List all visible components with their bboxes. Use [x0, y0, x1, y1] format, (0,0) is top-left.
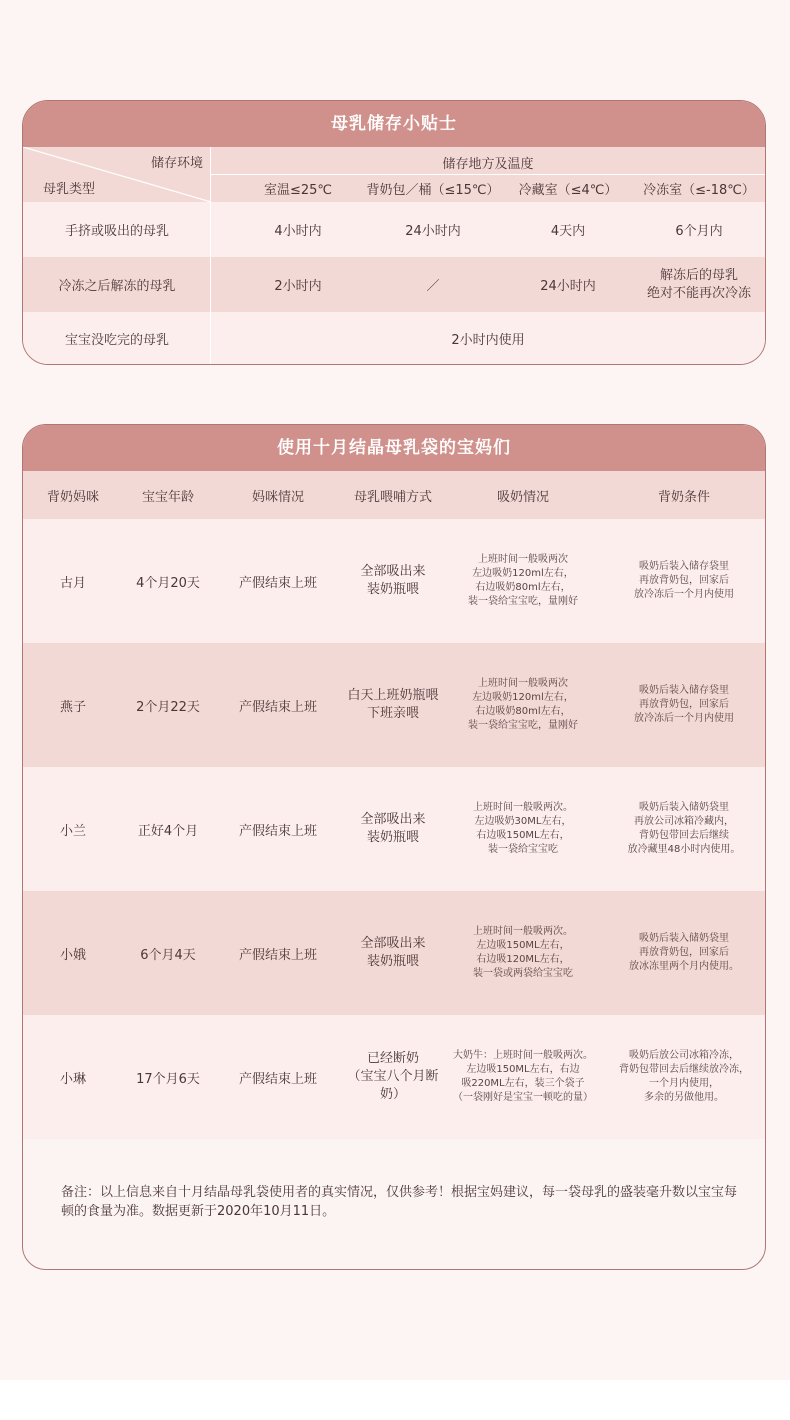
users-title: 使用十月结晶母乳袋的宝妈们: [23, 425, 765, 471]
cell-baby-age: 4个月20天: [136, 575, 200, 591]
cell-leftover-merged: 2小时内使用: [451, 332, 525, 348]
row-type-leftover: 宝宝没吃完的母乳: [64, 332, 169, 348]
cell-feeding: 已经断奶 （宝宝八个月断奶）: [347, 1051, 439, 1102]
cell-baby-age: 6个月4天: [140, 947, 196, 963]
col-feeding: 母乳喂哺方式: [353, 489, 432, 505]
cell-thawed-freezer: 解冻后的母乳 绝对不能再次冷冻: [646, 267, 751, 301]
cell-condition: 吸奶后装入储奶袋里 再放背奶包，回家后 放冰冻里两个月内使用。: [629, 933, 739, 972]
cell-thawed-bag: ／: [426, 279, 440, 294]
row-type-expressed: 手挤或吸出的母乳: [64, 224, 169, 239]
cell-mom-name: 小兰: [59, 823, 86, 839]
table-row: [23, 1015, 765, 1139]
env-label: 储存环境: [150, 155, 203, 171]
cell-mom-name: 小琳: [59, 1071, 86, 1087]
cell-mom-status: 产假结束上班: [238, 1071, 317, 1087]
cell-pumping: 大奶牛：上班时间一般吸两次。 左边吸150ML左右，右边 吸220ML左右，装三个袋子 （一袋刚好是宝宝一顿吃的量）: [453, 1050, 593, 1103]
cell-baby-age: 正好4个月: [137, 823, 199, 839]
table-row: [23, 891, 765, 1015]
cell-feeding: 全部吸出来 装奶瓶喂: [360, 936, 426, 969]
cell-condition: 吸奶后装入储奶袋里 再放公司冰箱冷藏内， 背奶包带回去后继续 放冷藏里48小时内使用。: [627, 802, 741, 855]
cell-pumping: 上班时间一般吸两次。 左边吸奶30ML左右， 右边吸150ML左右， 装一袋给宝宝吃: [473, 802, 573, 855]
cell-feeding: 白天上班奶瓶喂 下班亲喂: [347, 688, 439, 721]
cell-mom-status: 产假结束上班: [238, 947, 317, 963]
location-label: 储存地方及温度: [442, 156, 534, 172]
cell-feeding: 全部吸出来 装奶瓶喂: [360, 564, 426, 597]
col-mom: 背奶妈咪: [46, 489, 99, 505]
col-baby-age: 宝宝年龄: [141, 489, 194, 505]
type-label: 母乳类型: [43, 181, 96, 197]
cell-feeding: 全部吸出来 装奶瓶喂: [360, 812, 426, 845]
col-cooler-bag: 背奶包／桶（≤15℃）: [366, 182, 500, 198]
row-type-thawed: 冷冻之后解冻的母乳: [58, 279, 176, 294]
users-table-header: [23, 471, 765, 519]
col-mom-status: 妈咪情况: [251, 489, 304, 505]
cell-condition: 吸奶后装入储存袋里 再放背奶包，回家后 放冷冻后一个月内使用: [634, 561, 734, 600]
cell-mom-name: 燕子: [59, 699, 86, 715]
cell-expressed-fridge: 4天内: [550, 224, 586, 239]
col-condition: 背奶条件: [657, 489, 710, 505]
col-pumping: 吸奶情况: [496, 489, 549, 505]
cell-pumping: 上班时间一般吸两次。 左边吸150ML左右， 右边吸120ML左右， 装一袋或两袋给宝宝吃: [473, 926, 573, 979]
cell-condition: 吸奶后放公司冰箱冷冻， 背奶包带回去后继续放冷冻， 一个月内使用， 多余的另做他用。: [619, 1050, 749, 1103]
cell-thawed-fridge: 24小时内: [540, 279, 596, 294]
storage-tips-card: [22, 100, 766, 365]
storage-tips-title: 母乳储存小贴士: [23, 101, 765, 147]
col-freezer: 冷冻室（≤-18℃）: [643, 182, 755, 198]
cell-baby-age: 2个月22天: [136, 699, 200, 715]
table-row: [23, 643, 765, 767]
cell-mom-status: 产假结束上班: [238, 699, 317, 715]
table-row: [23, 767, 765, 891]
users-card: [22, 424, 766, 1270]
col-room-temp: 室温≤25℃: [263, 182, 333, 198]
storage-tips-table: [23, 147, 765, 364]
cell-condition: 吸奶后装入储存袋里 再放背奶包，回家后 放冷冻后一个月内使用: [634, 685, 734, 724]
cell-mom-name: 古月: [59, 575, 86, 591]
cell-mom-name: 小娥: [59, 947, 86, 963]
cell-baby-age: 17个月6天: [136, 1071, 200, 1087]
cell-pumping: 上班时间一般吸两次 左边吸奶120ml左右， 右边吸奶80ml左右， 装一袋给宝宝吃，量刚好: [468, 554, 578, 607]
cell-mom-status: 产假结束上班: [238, 575, 317, 591]
cell-pumping: 上班时间一般吸两次 左边吸奶120ml左右， 右边吸奶80ml左右， 装一袋给宝宝吃，量刚好: [468, 678, 578, 731]
cell-expressed-freezer: 6个月内: [675, 224, 723, 239]
table-row: [23, 519, 765, 643]
cell-expressed-bag: 24小时内: [405, 224, 461, 239]
cell-mom-status: 产假结束上班: [238, 823, 317, 839]
cell-expressed-room: 4小时内: [274, 224, 322, 239]
col-fridge: 冷藏室（≤4℃）: [518, 182, 618, 198]
footnote: 备注：以上信息来自十月结晶母乳袋使用者的真实情况，仅供参考！根据宝妈建议，每一袋母乳的盛装毫升数以宝宝每顿的食量为准。数据更新于2020年10月11日。: [61, 1185, 738, 1219]
cell-thawed-room: 2小时内: [274, 279, 322, 294]
